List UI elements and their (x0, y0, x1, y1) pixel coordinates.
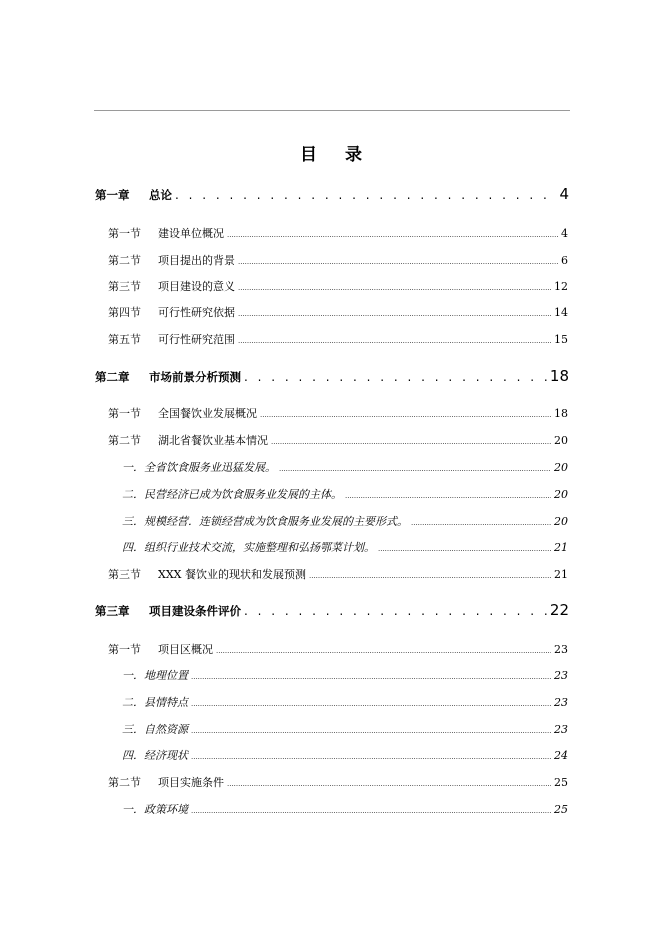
section-number: 第四节 (108, 306, 141, 319)
dot-leader (271, 438, 551, 446)
section-number: 第三节 (108, 568, 141, 581)
dot-leader (378, 545, 551, 553)
toc-title (0, 140, 662, 165)
dot-leader (238, 337, 551, 345)
toc-section[interactable] (108, 278, 568, 294)
dot-leader (216, 647, 551, 655)
section-number: 第二节 (108, 254, 141, 267)
toc-section[interactable] (108, 641, 568, 657)
toc-section[interactable] (108, 405, 568, 421)
subsection-title: 一．全省饮食服务业迅猛发展。 (122, 461, 276, 474)
section-number: 第二节 (108, 776, 141, 789)
page-number: 15 (554, 333, 568, 346)
subsection-title: 三．自然资源 (122, 723, 188, 736)
toc-chapter-3[interactable] (95, 601, 569, 619)
section-title: 湖北省餐饮业基本情况 (158, 434, 268, 447)
dot-leader (191, 673, 551, 681)
chapter-title: 总论 (149, 188, 172, 202)
page-number: 23 (554, 643, 568, 656)
section-title: 可行性研究范围 (158, 333, 235, 346)
page-number: 6 (561, 254, 568, 267)
dot-leader (191, 807, 551, 815)
subsection-title: 一．政策环境 (122, 803, 188, 816)
toc-section[interactable] (108, 774, 568, 790)
section-title: 建设单位概况 (158, 227, 224, 240)
page-number: 4 (559, 185, 569, 203)
dot-leader (411, 519, 551, 527)
section-title: 项目提出的背景 (158, 254, 235, 267)
page-number: 14 (554, 306, 568, 319)
page-number: 20 (554, 515, 568, 528)
section-number: 第五节 (108, 333, 141, 346)
toc-subsection[interactable] (122, 694, 568, 710)
dot-leader (279, 465, 551, 473)
page-number: 20 (554, 461, 568, 474)
page-number: 23 (554, 696, 568, 709)
subsection-title: 一．地理位置 (122, 669, 188, 682)
dot-leader (260, 411, 551, 419)
toc-subsection[interactable] (122, 801, 568, 817)
chapter-number: 第一章 (95, 188, 130, 202)
dot-leader (191, 700, 551, 708)
page-number: 20 (554, 488, 568, 501)
toc-section[interactable] (108, 566, 568, 582)
toc-section[interactable] (108, 252, 568, 268)
toc-section[interactable] (108, 432, 568, 448)
section-title: 项目实施条件 (158, 776, 224, 789)
page-number: 20 (554, 434, 568, 447)
section-number: 第二节 (108, 434, 141, 447)
page-number: 23 (554, 723, 568, 736)
dot-leader (227, 231, 558, 239)
section-title: XXX 餐饮业的现状和发展预测 (158, 568, 306, 581)
section-number: 第一节 (108, 227, 141, 240)
subsection-title: 二．民营经济已成为饮食服务业发展的主体。 (122, 488, 342, 501)
chapter-title: 市场前景分析预测 (149, 370, 241, 384)
toc-subsection[interactable] (122, 459, 568, 475)
toc-title-part1: 目 (300, 145, 317, 165)
toc-chapter-2[interactable] (95, 367, 569, 385)
toc-subsection[interactable] (122, 667, 568, 683)
section-number: 第一节 (108, 643, 141, 656)
section-title: 全国餐饮业发展概况 (158, 407, 257, 420)
dot-leader (244, 604, 548, 618)
page-number: 24 (554, 749, 568, 762)
dot-leader (244, 370, 548, 384)
subsection-title: 二．县情特点 (122, 696, 188, 709)
page-number: 21 (554, 568, 568, 581)
page-number: 23 (554, 669, 568, 682)
dot-leader (175, 188, 557, 202)
toc-title-part2: 录 (345, 145, 362, 165)
section-title: 项目建设的意义 (158, 280, 235, 293)
chapter-number: 第二章 (95, 370, 130, 384)
dot-leader (191, 727, 551, 735)
toc-subsection[interactable] (122, 721, 568, 737)
header-rule (94, 110, 570, 111)
chapter-title: 项目建设条件评价 (149, 604, 241, 618)
dot-leader (238, 310, 551, 318)
page-number: 25 (554, 776, 568, 789)
page-number: 18 (554, 407, 568, 420)
toc-subsection[interactable] (122, 539, 568, 555)
toc-subsection[interactable] (122, 513, 568, 529)
section-title: 项目区概况 (158, 643, 213, 656)
toc-chapter-1[interactable] (95, 185, 569, 203)
subsection-title: 三．规模经营．连锁经营成为饮食服务业发展的主要形式。 (122, 515, 408, 528)
dot-leader (238, 258, 558, 266)
dot-leader (238, 284, 551, 292)
section-title: 可行性研究依据 (158, 306, 235, 319)
chapter-number: 第三章 (95, 604, 130, 618)
toc-section[interactable] (108, 304, 568, 320)
dot-leader (309, 572, 551, 580)
page-number: 21 (554, 541, 568, 554)
subsection-title: 四．组织行业技术交流，实施整理和弘扬鄂菜计划。 (122, 541, 375, 554)
section-number: 第一节 (108, 407, 141, 420)
page-number: 18 (549, 367, 569, 385)
section-number: 第三节 (108, 280, 141, 293)
toc-section[interactable] (108, 225, 568, 241)
page-number: 22 (549, 601, 569, 619)
toc-subsection[interactable] (122, 486, 568, 502)
toc-subsection[interactable] (122, 747, 568, 763)
dot-leader (227, 780, 551, 788)
dot-leader (191, 753, 551, 761)
subsection-title: 四．经济现状 (122, 749, 188, 762)
dot-leader (345, 492, 551, 500)
page-number: 4 (561, 227, 568, 240)
page-number: 25 (554, 803, 568, 816)
toc-section[interactable] (108, 331, 568, 347)
page-number: 12 (554, 280, 568, 293)
